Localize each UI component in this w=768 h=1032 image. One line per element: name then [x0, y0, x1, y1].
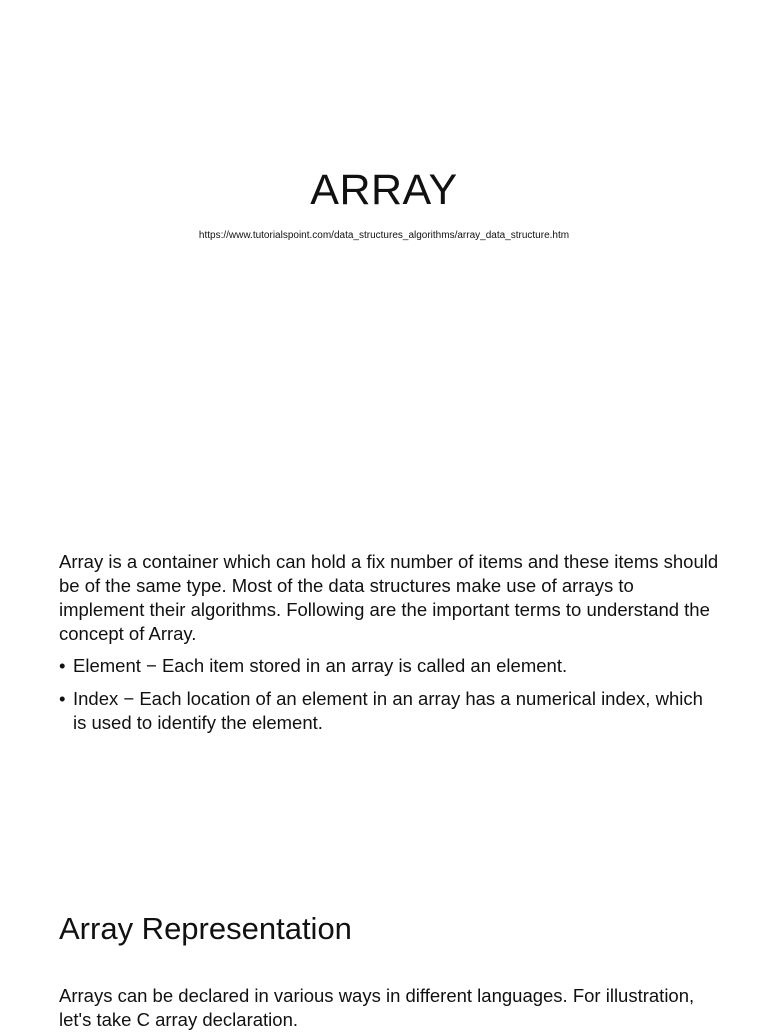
content-slide — [0, 548, 768, 748]
list-item — [59, 687, 719, 735]
section-heading: Array Representation — [59, 911, 352, 946]
source-url: https://www.tutorialspoint.com/data_structures_algorithms/array_data_structure.htm — [198, 230, 570, 241]
intro-paragraph: Array is a container which can hold a fix number of items and these items should be of the same type. Most of the data structures make use of arrays to implement their algorithms. Following are the important terms to understand the concept of Array. — [59, 551, 719, 644]
bullet-text-index: Index − Each location of an element in an array has a numerical index, which is used to identify the element. — [73, 688, 703, 733]
slide-title: ARRAY — [310, 166, 458, 214]
bullet-text-element: Element − Each item stored in an array is called an element. — [73, 655, 568, 676]
title-slide — [0, 0, 768, 288]
section-slide — [0, 900, 768, 1030]
list-item — [59, 654, 719, 678]
term-list — [59, 654, 719, 744]
section-body: Arrays can be declared in various ways in different languages. For illustration, let's take C array declaration. — [59, 985, 695, 1030]
bullet-icon: • — [59, 688, 66, 709]
bullet-icon: • — [59, 655, 66, 676]
